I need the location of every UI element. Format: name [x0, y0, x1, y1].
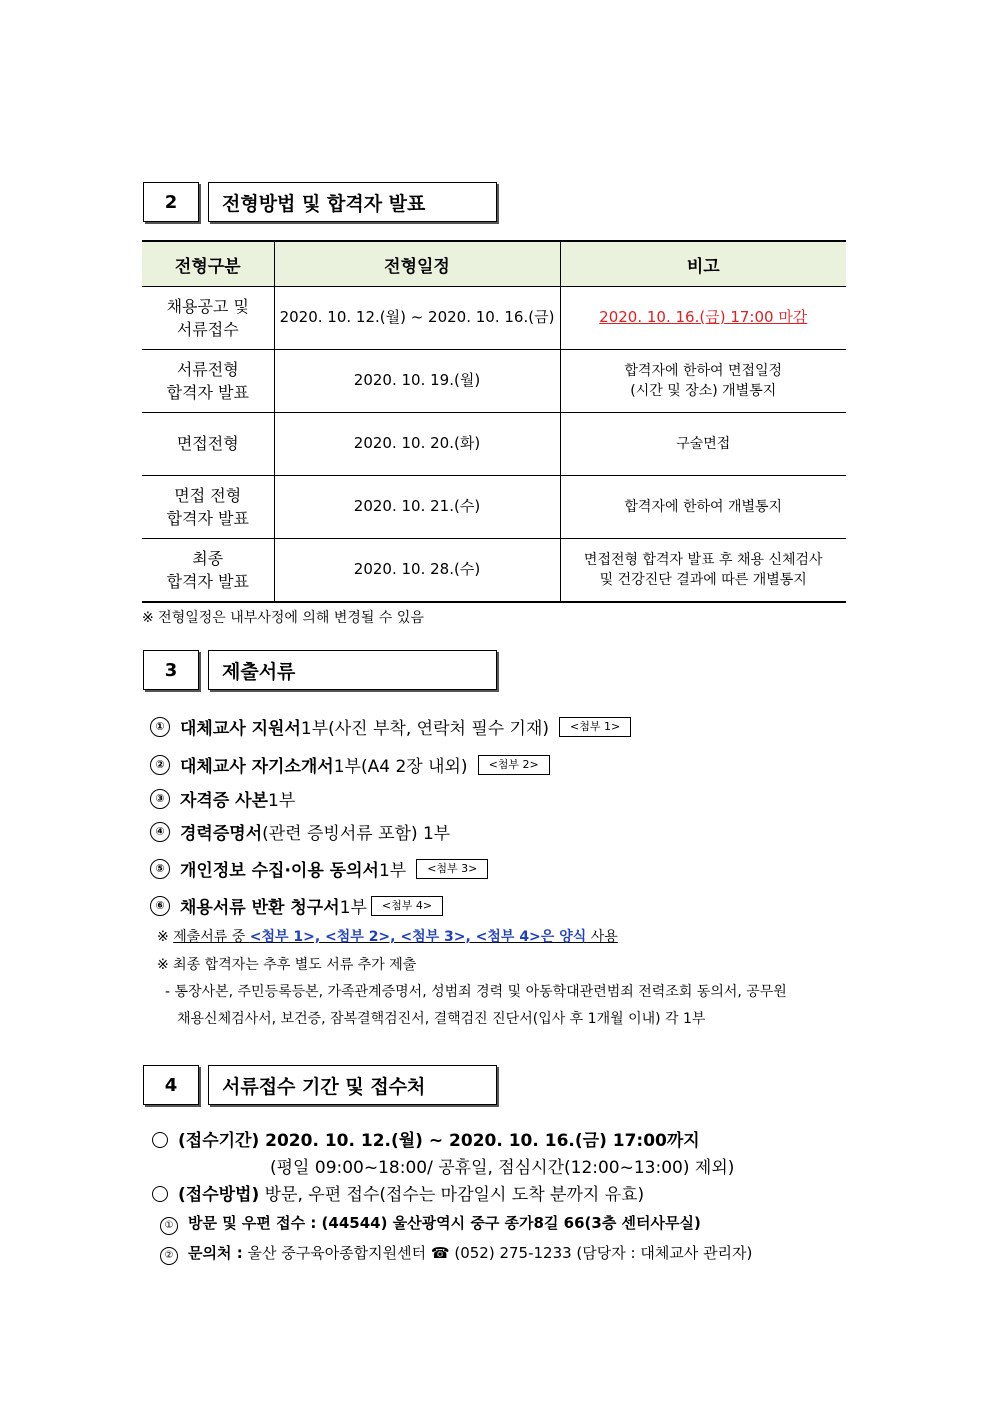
row-date: 2020. 10. 19.(월) [274, 350, 560, 413]
doc-name: 대체교사 자기소개서 [180, 757, 334, 777]
final-docs-note: ※ 최종 합격자는 추후 별도 서류 추가 제출 [157, 957, 417, 973]
list-item [150, 786, 295, 811]
item-number: ④ [150, 822, 170, 842]
header-category: 전형구분 [142, 241, 274, 287]
item-number: ③ [150, 789, 170, 809]
row-date: 2020. 10. 12.(월) ~ 2020. 10. 16.(금) [274, 287, 560, 350]
final-docs-list-line1: - 통장사본, 주민등록등본, 가족관계증명서, 성범죄 경력 및 아동학대관련범죄 전력조회 동의서, 공무원 [165, 984, 787, 1000]
section-4-title: 서류접수 기간 및 접수처 [208, 1065, 497, 1105]
item-number: ① [160, 1217, 178, 1235]
attachment-badge: <첨부 1> [559, 717, 631, 737]
doc-name: 경력증명서 [180, 824, 263, 844]
form-note-c: 은 양식 [540, 929, 587, 945]
form-note-d: 사용 [586, 929, 618, 945]
row-date: 2020. 10. 28.(수) [274, 539, 560, 603]
method-value: 방문, 우편 접수(접수는 마감일시 도착 분까지 유효) [259, 1185, 645, 1205]
note-mark: ※ [157, 929, 174, 945]
table-row [142, 350, 846, 413]
doc-name: 개인정보 수집·이용 동의서 [180, 861, 379, 881]
schedule-header-row [142, 241, 846, 287]
form-note-text [173, 929, 618, 945]
doc-detail: 1부 [268, 791, 296, 811]
schedule-footnote: ※ 전형일정은 내부사정에 의해 변경될 수 있음 [142, 610, 424, 626]
section-4-number: 4 [143, 1065, 199, 1105]
table-row [142, 413, 846, 476]
row-date: 2020. 10. 21.(수) [274, 476, 560, 539]
header-note: 비고 [560, 241, 846, 287]
row-category: 서류전형 합격자 발표 [142, 350, 274, 413]
reception-contact [160, 1242, 752, 1265]
list-item [150, 714, 631, 739]
section-2-number: 2 [143, 182, 199, 222]
reception-address [160, 1212, 701, 1235]
doc-name: 자격증 사본 [180, 791, 269, 811]
header-date: 전형일정 [274, 241, 560, 287]
table-row [142, 539, 846, 603]
attachment-badge: <첨부 4> [371, 896, 443, 916]
row-category: 채용공고 및 서류접수 [142, 287, 274, 350]
method-label: (접수방법) [178, 1185, 260, 1205]
row-note: 합격자에 한하여 개별통지 [560, 476, 846, 539]
row-category: 최종 합격자 발표 [142, 539, 274, 603]
doc-name: 대체교사 지원서 [180, 719, 301, 739]
period-sub: (평일 09:00~18:00/ 공휴일, 점심시간(12:00~13:00) 제외) [270, 1158, 735, 1178]
schedule-table [142, 240, 846, 603]
reception-method [152, 1180, 644, 1205]
doc-name: 채용서류 반환 청구서 [180, 898, 340, 918]
item-number: ② [150, 755, 170, 775]
list-item [150, 752, 550, 777]
row-note: 면접전형 합격자 발표 후 채용 신체검사 및 건강진단 결과에 따른 개별통지 [560, 539, 846, 603]
row-category: 면접전형 [142, 413, 274, 476]
deadline-note: 2020. 10. 16.(금) 17:00 마감 [599, 308, 808, 327]
doc-detail: (관련 증빙서류 포함) 1부 [262, 824, 451, 844]
section-3-number: 3 [143, 650, 199, 690]
doc-detail: 1부 [339, 898, 367, 918]
table-row [142, 476, 846, 539]
item-number: ① [150, 717, 170, 737]
row-category: 면접 전형 합격자 발표 [142, 476, 274, 539]
contact-label: 문의처 : [188, 1244, 243, 1262]
doc-detail: 1부(A4 2장 내외) [333, 757, 468, 777]
attachment-badge: <첨부 2> [478, 755, 550, 775]
list-item [150, 819, 450, 844]
form-note-a: 제출서류 중 [173, 929, 250, 945]
table-row [142, 287, 846, 350]
form-note-attachments: <첨부 1>, <첨부 2>, <첨부 3>, <첨부 4> [249, 929, 541, 945]
row-note: 합격자에 한하여 면접일정 (시간 및 장소) 개별통지 [560, 350, 846, 413]
form-note [157, 926, 618, 946]
item-number: ⑤ [150, 859, 170, 879]
item-number: ⑥ [150, 896, 170, 916]
reception-period [152, 1126, 700, 1151]
bullet-circle-icon [152, 1186, 168, 1202]
final-docs-list-line2: 채용신체검사서, 보건증, 잠복결핵검진서, 결핵검진 진단서(입사 후 1개월 이내) 각 1부 [177, 1011, 706, 1027]
row-note: 구술면접 [560, 413, 846, 476]
contact-value: 울산 중구육아종합지원센터 ☎ (052) 275-1233 (담당자 : 대체교사 관리자) [242, 1244, 753, 1262]
address-text: 방문 및 우편 접수 : (44544) 울산광역시 중구 종가8길 66(3층 센터사무실) [188, 1214, 701, 1232]
bullet-circle-icon [152, 1132, 168, 1148]
period-value: 2020. 10. 12.(월) ~ 2020. 10. 16.(금) 17:00까지 [259, 1131, 700, 1151]
list-item [150, 856, 488, 881]
list-item [150, 893, 443, 918]
attachment-badge: <첨부 3> [416, 859, 488, 879]
period-label: (접수기간) [178, 1131, 260, 1151]
doc-detail: 1부 [378, 861, 407, 881]
section-2-title: 전형방법 및 합격자 발표 [208, 182, 497, 222]
row-date: 2020. 10. 20.(화) [274, 413, 560, 476]
doc-detail: 1부(사진 부착, 연락처 필수 기재) [300, 719, 550, 739]
row-note [560, 287, 846, 350]
section-3-title: 제출서류 [208, 650, 497, 690]
item-number: ② [160, 1247, 178, 1265]
